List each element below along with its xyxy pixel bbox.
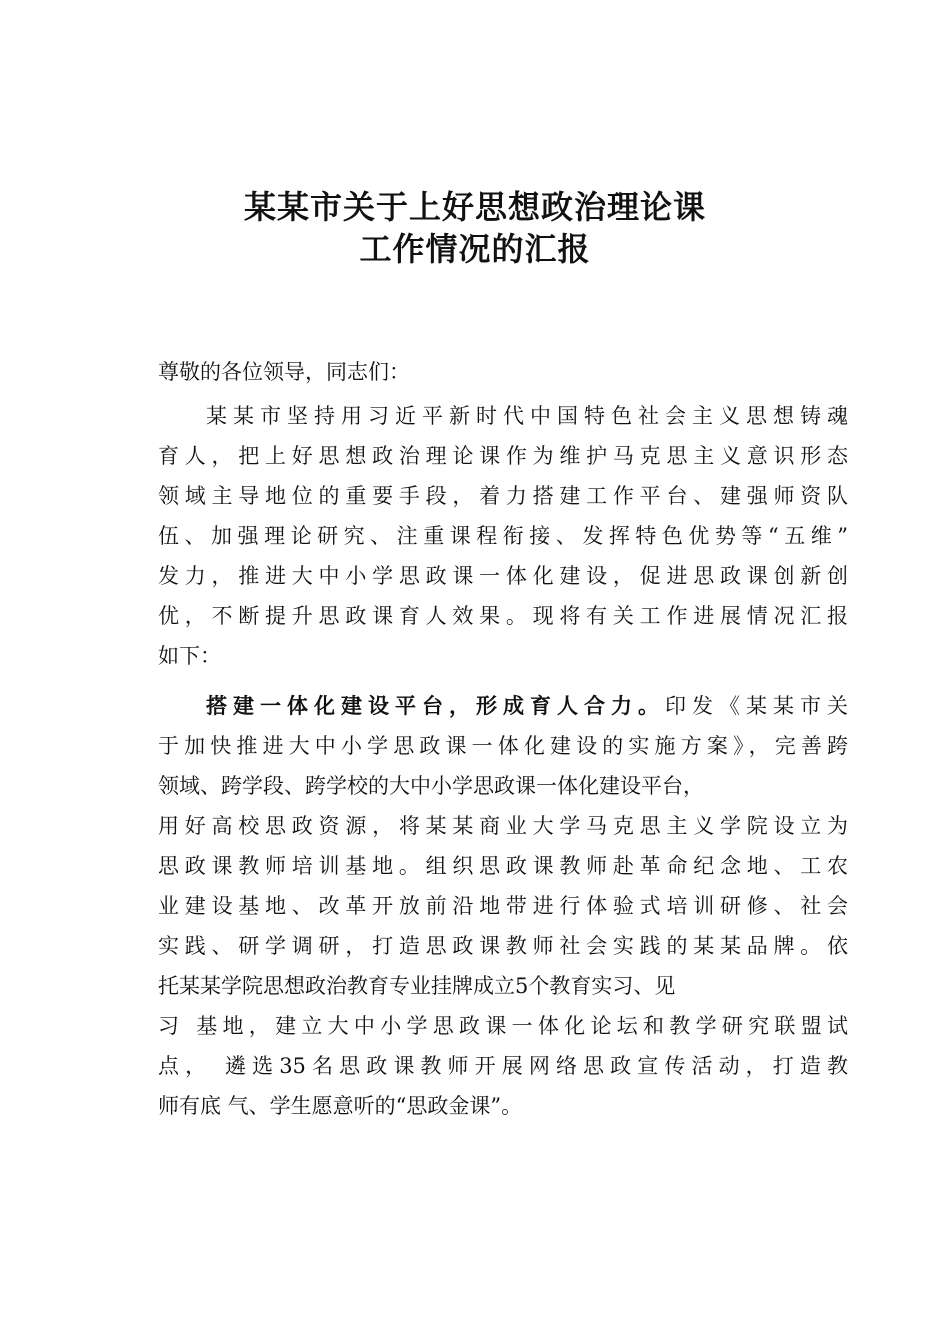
paragraph-line-tail: 印发《某某市关: [665, 694, 848, 718]
paragraph-line: 实践、研学调研，打造思政课教师社会实践的某某品牌。依: [158, 934, 848, 958]
paragraph-platform: [158, 686, 848, 1126]
paragraph-line: 师有底 气、学生愿意听的“思政金课”。: [158, 1094, 523, 1118]
salutation: 尊敬的各位领导，同志们：: [158, 360, 410, 384]
paragraph-line: 习 基地，建立大中小学思政课一体化论坛和教学研究联盟试: [158, 1014, 848, 1038]
paragraph-line: 于加快推进大中小学思政课一体化建设的实施方案》，完善跨: [158, 734, 848, 758]
paragraph-line: 发力，推进大中小学思政课一体化建设，促进思政课创新创: [158, 564, 848, 588]
paragraph-line: 优，不断提升思政课育人效果。现将有关工作进展情况汇报: [158, 604, 848, 628]
paragraph-line: 点， 遴选35名思政课教师开展网络思政宣传活动，打造教: [158, 1054, 848, 1078]
paragraph-line: 如下：: [158, 644, 221, 668]
paragraph-line: 伍、加强理论研究、注重课程衔接、发挥特色优势等“五维”: [158, 524, 848, 548]
paragraph-line: 领域主导地位的重要手段，着力搭建工作平台、建强师资队: [158, 484, 848, 508]
paragraph-line: 用好高校思政资源，将某某商业大学马克思主义学院设立为: [158, 814, 848, 838]
paragraph-lead-heading: 搭建一体化建设平台，形成育人合力。: [206, 693, 665, 718]
title-line-2: 工作情况的汇报: [359, 230, 591, 268]
paragraph-line: 育人，把上好思想政治理论课作为维护马克思主义意识形态: [158, 444, 848, 468]
paragraph-line: 业建设基地、改革开放前沿地带进行体验式培训研修、社会: [158, 894, 848, 918]
paragraph-line: 某某市坚持用习近平新时代中国特色社会主义思想铸魂: [206, 404, 848, 428]
title-line-1: 某某市关于上好思想政治理论课: [243, 188, 706, 226]
document-title: [0, 186, 950, 270]
paragraph-line: 领域、跨学段、跨学校的大中小学思政课一体化建设平台，: [158, 774, 704, 798]
paragraph-line: 思政课教师培训基地。组织思政课教师赴革命纪念地、工农: [158, 854, 848, 878]
paragraph-intro: [158, 396, 848, 676]
paragraph-line: 托某某学院思想政治教育专业挂牌成立5个教育实习、见: [158, 974, 676, 998]
paragraph-first-line: [158, 686, 848, 726]
